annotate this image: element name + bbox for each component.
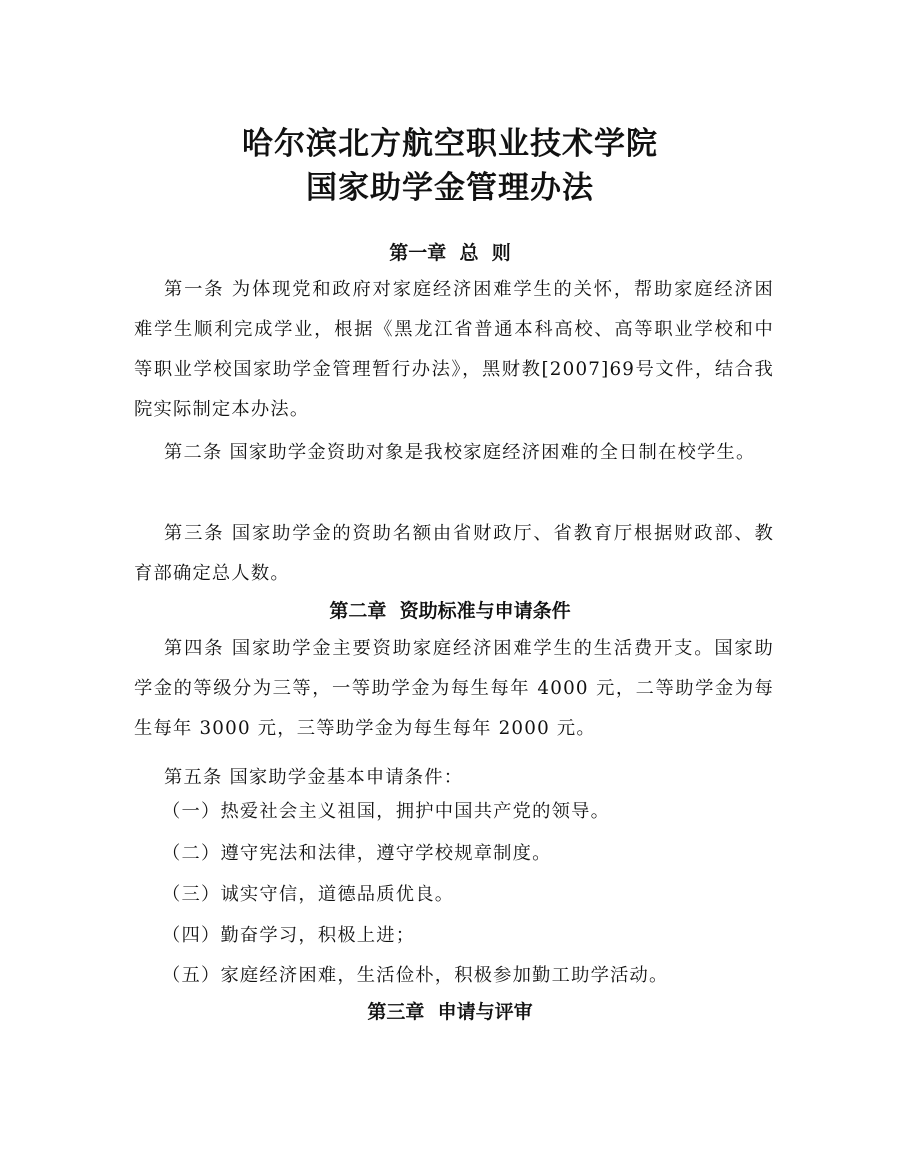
chapter-2-heading: 第二章 资助标准与申请条件 (329, 600, 571, 622)
article-4: 第四条 国家助学金主要资助家庭经济困难学生的生活费开支。国家助学金的等级分为三等，一等助学金为每生每年 4000 元，二等助学金为每生每年 3000 元，三等助学金为每生每年 2000 元。 (134, 638, 774, 739)
article-3: 第三条 国家助学金的资助名额由省财政厅、省教育厅根据财政部、教育部确定总人数。 (134, 523, 774, 584)
document-title-line2: 国家助学金管理办法 (306, 170, 594, 206)
condition-item: （四）勤奋学习，积极上进； (162, 925, 416, 946)
condition-item: （二）遵守宪法和法律，遵守学校规章制度。 (162, 843, 552, 864)
document-title-line1: 哈尔滨北方航空职业技术学院 (242, 126, 658, 162)
condition-item: （三）诚实守信，道德品质优良。 (162, 884, 455, 905)
condition-item: （五）家庭经济困难，生活俭朴，积极参加勤工助学活动。 (162, 965, 669, 986)
article-1: 第一条 为体现党和政府对家庭经济困难学生的关怀，帮助家庭经济困难学生顺利完成学业，根据《黑龙江省普通本科高校、高等职业学校和中等职业学校国家助学金管理暂行办法》，黑财教[2007]69号文件，结合我院实际制定本办法。 (134, 279, 774, 420)
chapter-1-heading: 第一章 总 则 (389, 242, 511, 264)
condition-item: （一）热爱社会主义祖国，拥护中国共产党的领导。 (162, 801, 611, 822)
chapter-3-heading: 第三章 申请与评审 (367, 1001, 533, 1023)
article-2: 第二条 国家助学金资助对象是我校家庭经济困难的全日制在校学生。 (164, 442, 756, 463)
article-5: 第五条 国家助学金基本申请条件： (164, 767, 464, 788)
